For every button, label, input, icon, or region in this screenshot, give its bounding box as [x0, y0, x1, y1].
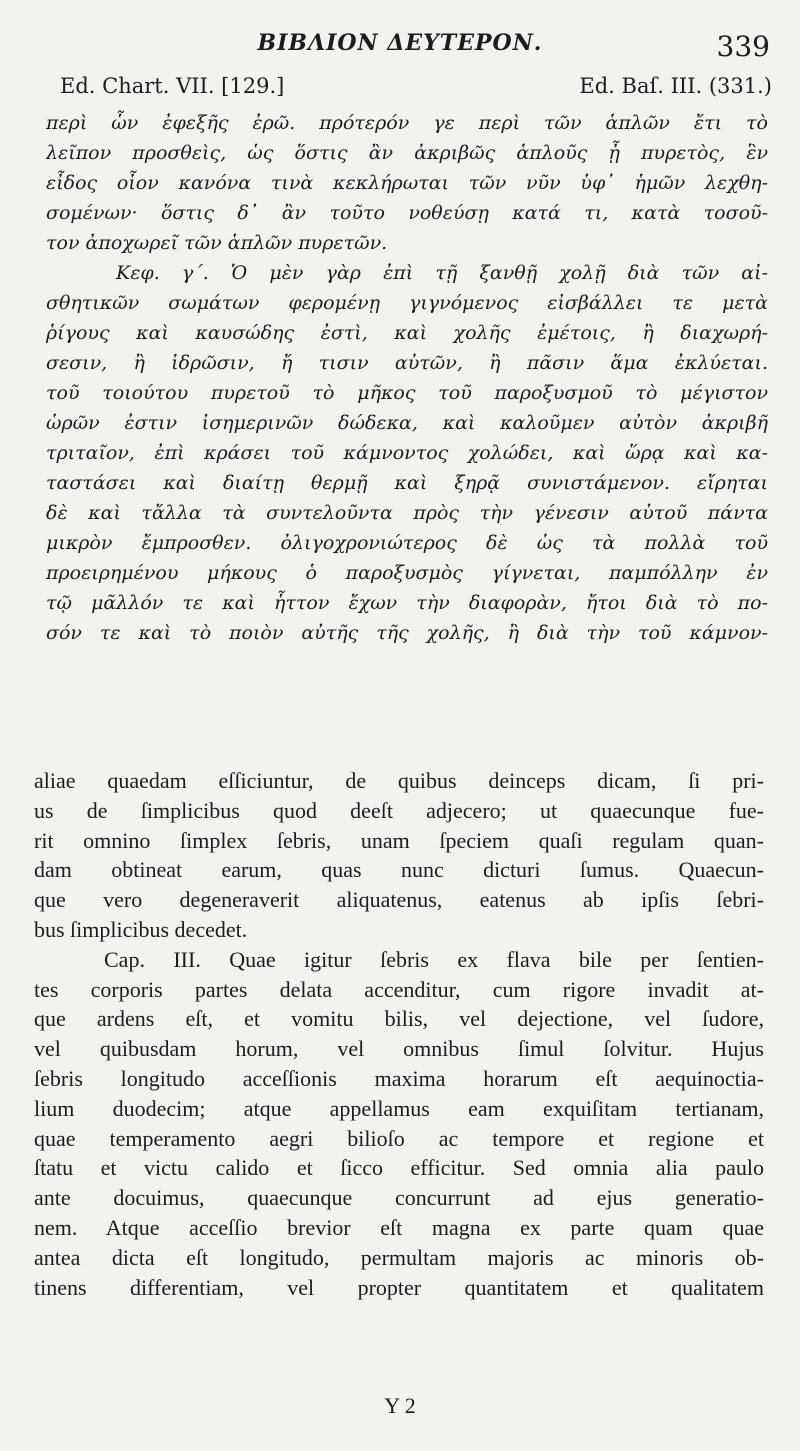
latin-line: ſebris longitudo acceſſionis maxima horarum eſt aequinoctia-	[34, 1065, 764, 1091]
greek-line: τριταῖον, ἐπὶ κράσει τοῦ κάμνοντος χολώδει, καὶ ὥρᾳ καὶ κα-	[46, 442, 768, 464]
greek-line: ὡρῶν ἐστιν ἰσημερινῶν δώδεκα, καὶ καλοῦμεν αὐτὸν ἀκριβῆ	[46, 412, 768, 434]
greek-line: σόν τε καὶ τὸ ποιὸν αὐτῆς τῆς χολῆς, ἢ διὰ τὴν τοῦ κάμνον-	[46, 622, 768, 644]
greek-line: μικρὸν ἔμπροσθεν. ὀλιγοχρονιώτερος δὲ ὡς τὰ πολλὰ τοῦ	[46, 532, 768, 554]
greek-line: σεσιν, ἢ ἱδρῶσιν, ἤ τισιν αὐτῶν, ἢ πᾶσιν ἅμα ἐκλύεται.	[46, 352, 768, 374]
latin-text-block	[34, 766, 764, 1302]
greek-line: σομένων· ὅστις δ᾽ ἂν τοῦτο νοθεύσῃ κατά τι, κατὰ τοσοῦ-	[46, 202, 768, 224]
signature-mark: Y 2	[384, 1393, 416, 1418]
latin-line: ante docuimus, quaecunque concurrunt ad ejus generatio-	[34, 1185, 764, 1211]
latin-line: tes corporis partes delata accenditur, cum rigore invadit at-	[34, 976, 764, 1002]
greek-line: προειρημένου μήκους ὁ παροξυσμὸς γίγνεται, παμπόλλην ἐν	[46, 562, 768, 584]
latin-line: que vero degeneraverit aliquatenus, eatenus ab ipſis ſebri-	[34, 887, 764, 913]
greek-text-block	[46, 108, 768, 648]
page-number: 339	[716, 30, 770, 63]
latin-line: bus ſimplicibus decedet.	[34, 916, 248, 942]
greek-line: περὶ ὧν ἐφεξῆς ἐρῶ. πρότερόν γε περὶ τῶν ἁπλῶν ἔτι τὸ	[46, 112, 768, 134]
latin-line: quae temperamento aegri bilioſo ac tempore et regione et	[34, 1125, 764, 1151]
edition-reference-left: Ed. Chart. VII. [129.]	[60, 74, 285, 98]
running-head: ΒΙΒΛΙΟΝ ΔΕΥΤΕΡΟΝ.	[257, 30, 543, 56]
latin-chapter-heading-line: Cap. III. Quae igitur ſebris ex flava bile per ſentien-	[104, 946, 764, 972]
latin-line: que ardens eſt, et vomitu bilis, vel dejectione, vel ſudore,	[34, 1006, 764, 1032]
latin-line: tinens differentiam, vel propter quantitatem et qualitatem	[34, 1274, 764, 1300]
greek-line: ταστάσει καὶ διαίτῃ θερμῇ καὶ ξηρᾷ συνιστάμενον. εἴρηται	[46, 472, 768, 494]
greek-line: τον ἀποχωρεῖ τῶν ἁπλῶν πυρετῶν.	[46, 232, 388, 254]
greek-line: δὲ καὶ τἄλλα τὰ συντελοῦντα πρὸς τὴν γένεσιν αὐτοῦ πάντα	[46, 502, 768, 524]
greek-line: τῷ μᾶλλόν τε καὶ ἧττον ἔχων τὴν διαφορὰν, ἤτοι διὰ τὸ πο-	[46, 592, 768, 614]
greek-line: λεῖπον προσθεὶς, ὡς ὅστις ἂν ἀκριβῶς ἁπλοῦς ᾖ πυρετὸς, ἓν	[46, 142, 768, 164]
greek-line: σθητικῶν σωμάτων φερομένῃ γιγνόμενος εἰσβάλλει τε μετὰ	[46, 292, 768, 314]
latin-line: vel quibusdam horum, vel omnibus ſimul ſolvitur. Hujus	[34, 1036, 764, 1062]
greek-line: εἶδος οἷον κανόνα τινὰ κεκλήρωται τῶν νῦν ὑφ᾽ ἡμῶν λεχθη-	[46, 172, 768, 194]
latin-line: us de ſimplicibus quod deeſt adjecero; ut quaecunque fue-	[34, 797, 764, 823]
greek-line: τοῦ τοιούτου πυρετοῦ τὸ μῆκος τοῦ παροξυσμοῦ τὸ μέγιστον	[46, 382, 768, 404]
latin-line: nem. Atque acceſſio brevior eſt magna ex parte quam quae	[34, 1214, 764, 1240]
latin-line: lium duodecim; atque appellamus eam exquiſitam tertianam,	[34, 1095, 764, 1121]
edition-reference-right: Ed. Baſ. III. (331.)	[579, 74, 772, 98]
latin-line: dam obtineat earum, quas nunc dicturi ſumus. Quaecun-	[34, 857, 764, 883]
greek-chapter-heading-line: Κεφ. γ΄. Ὁ μὲν γὰρ ἐπὶ τῇ ξανθῇ χολῇ διὰ τῶν αἰ-	[116, 262, 768, 284]
latin-line: antea dicta eſt longitudo, permultam majoris ac minoris ob-	[34, 1244, 764, 1270]
greek-line: ῥίγους καὶ καυσώδης ἐστὶ, καὶ χολῆς ἐμέτοις, ἢ διαχωρή-	[46, 322, 768, 344]
latin-line: rit omnino ſimplex ſebris, unam ſpeciem quaſi regulam quan-	[34, 827, 764, 853]
latin-line: ſtatu et victu calido et ſicco efficitur. Sed omnia alia paulo	[34, 1155, 764, 1181]
latin-line: aliae quaedam eſſiciuntur, de quibus deinceps dicam, ſi pri-	[34, 768, 764, 793]
